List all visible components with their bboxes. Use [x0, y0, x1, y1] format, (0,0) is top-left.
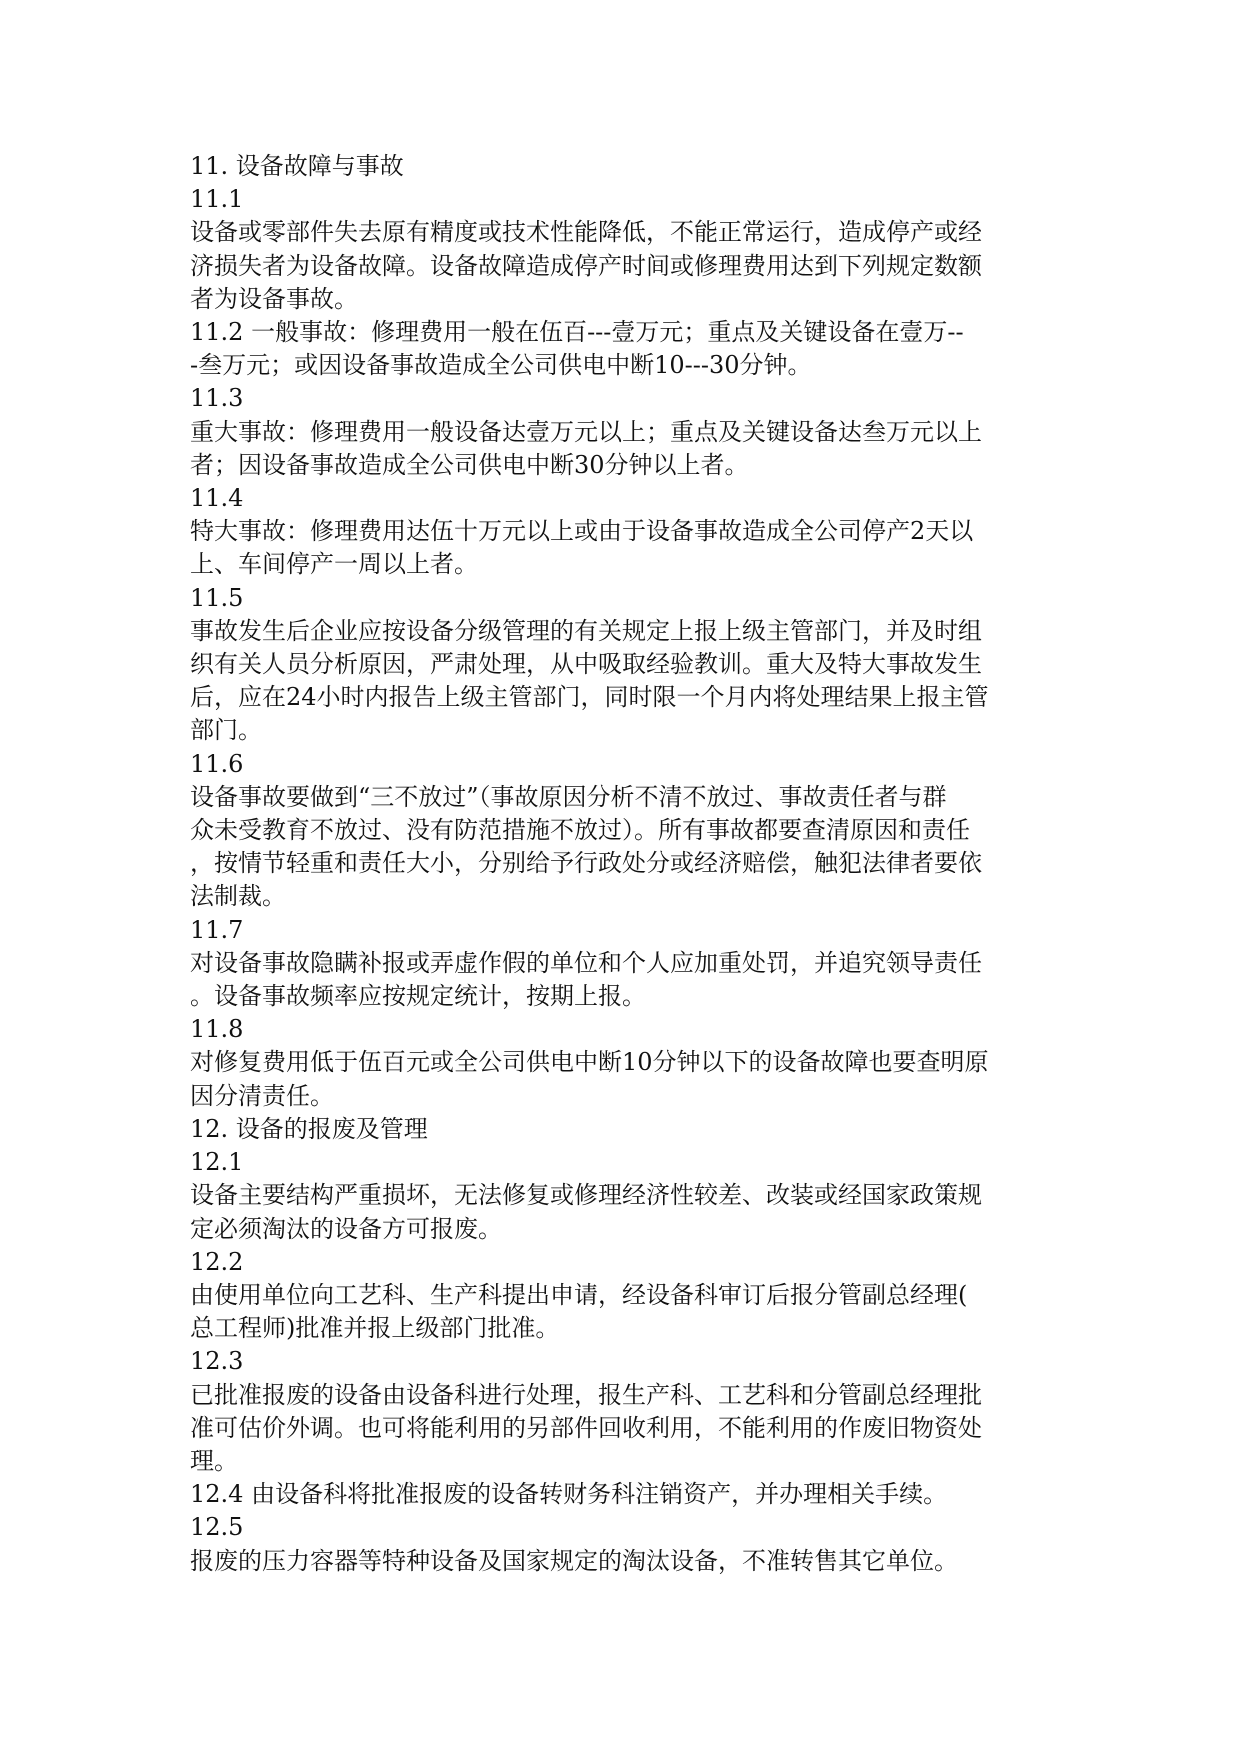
- paragraph-line: 设备或零部件失去原有精度或技术性能降低，不能正常运行，造成停产或经: [190, 218, 982, 247]
- paragraph-line: 济损失者为设备故障。设备故障造成停产时间或修理费用达到下列规定数额: [190, 251, 982, 280]
- paragraph-line: ，按情节轻重和责任大小，分别给予行政处分或经济赔偿，触犯法律者要依: [190, 849, 982, 878]
- clause-12-4-line: 12.4 由设备科将批准报废的设备转财务科注销资产，并办理相关手续。: [190, 1480, 948, 1509]
- paragraph-line: 对设备事故隐瞒补报或弄虚作假的单位和个人应加重处罚，并追究领导责任: [190, 948, 982, 977]
- clause-number-12-1: 12.1: [190, 1148, 244, 1177]
- clause-number-11-7: 11.7: [190, 915, 244, 944]
- paragraph-line: 总工程师)批准并报上级部门批准。: [190, 1314, 560, 1343]
- paragraph-line: 已批准报废的设备由设备科进行处理，报生产科、工艺科和分管副总经理批: [190, 1380, 982, 1409]
- paragraph-line: 众未受教育不放过、没有防范措施不放过）。所有事故都要查清原因和责任: [190, 816, 970, 845]
- paragraph-line: 上、车间停产一周以上者。: [190, 550, 478, 579]
- clause-number-11-6: 11.6: [190, 749, 244, 778]
- section-heading-12: 12. 设备的报废及管理: [190, 1114, 428, 1143]
- paragraph-line: 理。: [190, 1446, 238, 1475]
- clause-number-11-4: 11.4: [190, 484, 244, 513]
- paragraph-line: 由使用单位向工艺科、生产科提出申请，经设备科审订后报分管副总经理(: [190, 1280, 968, 1309]
- paragraph-line: 后，应在24小时内报告上级主管部门，同时限一个月内将处理结果上报主管: [190, 683, 989, 712]
- paragraph-line: 部门。: [190, 716, 262, 745]
- paragraph-line: 织有关人员分析原因，严肃处理，从中吸取经验教训。重大及特大事故发生: [190, 650, 982, 679]
- paragraph-line: 者为设备事故。: [190, 284, 358, 313]
- section-heading-11: 11. 设备故障与事故: [190, 152, 404, 180]
- paragraph-line: 对修复费用低于伍百元或全公司供电中断10分钟以下的设备故障也要查明原: [190, 1048, 989, 1077]
- paragraph-line: 准可估价外调。也可将能利用的另部件回收利用，不能利用的作废旧物资处: [190, 1413, 982, 1442]
- clause-number-12-5: 12.5: [190, 1513, 244, 1542]
- clause-number-11-1: 11.1: [190, 185, 244, 214]
- clause-11-2-line: 11.2 一般事故：修理费用一般在伍百---壹万元；重点及关键设备在壹万--: [190, 318, 964, 347]
- paragraph-line: 法制裁。: [190, 882, 286, 911]
- clause-number-11-3: 11.3: [190, 384, 244, 413]
- paragraph-line: 。设备事故频率应按规定统计，按期上报。: [190, 982, 646, 1011]
- paragraph-line: 者；因设备事故造成全公司供电中断30分钟以上者。: [190, 450, 749, 479]
- clause-number-12-3: 12.3: [190, 1347, 244, 1376]
- paragraph-line: 特大事故：修理费用达伍十万元以上或由于设备事故造成全公司停产2天以: [190, 517, 974, 546]
- paragraph-line: 报废的压力容器等特种设备及国家规定的淘汰设备，不准转售其它单位。: [190, 1546, 958, 1575]
- paragraph-line: 事故发生后企业应按设备分级管理的有关规定上报上级主管部门，并及时组: [190, 616, 982, 645]
- paragraph-line: 设备主要结构严重损坏，无法修复或修理经济性较差、改装或经国家政策规: [190, 1181, 982, 1210]
- document-body: [190, 150, 1060, 1578]
- paragraph-line: 因分清责任。: [190, 1081, 334, 1110]
- clause-number-12-2: 12.2: [190, 1247, 244, 1276]
- clause-number-11-8: 11.8: [190, 1015, 244, 1044]
- paragraph-line: 重大事故：修理费用一般设备达壹万元以上；重点及关键设备达叁万元以上: [190, 417, 982, 446]
- paragraph-line: 定必须淘汰的设备方可报废。: [190, 1214, 502, 1243]
- paragraph-line: -叁万元；或因设备事故造成全公司供电中断10---30分钟。: [190, 351, 812, 380]
- clause-number-11-5: 11.5: [190, 583, 244, 612]
- paragraph-line: 设备事故要做到“三不放过”（事故原因分析不清不放过、事故责任者与群: [190, 782, 947, 811]
